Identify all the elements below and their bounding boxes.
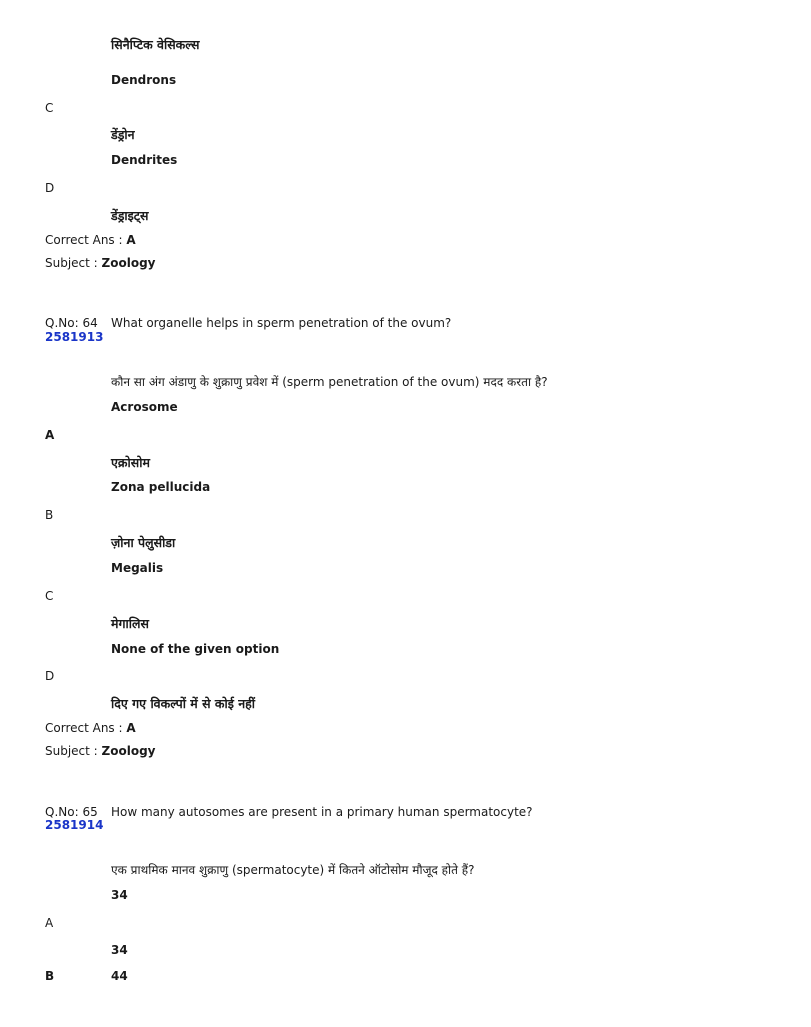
option-english: 34 — [111, 888, 128, 902]
correct-answer-label: Correct Ans : — [45, 233, 123, 247]
question-text-en: What organelle helps in sperm penetration of the ovum? — [111, 316, 452, 330]
question-number — [45, 316, 98, 330]
option-hindi: डेंड्राइट्स — [111, 208, 149, 223]
question-id: 2581914 — [45, 818, 104, 832]
qno-value: 65 — [82, 805, 98, 819]
correct-answer-label: Correct Ans : — [45, 721, 123, 735]
option-letter: C — [45, 589, 54, 603]
correct-answer-row — [45, 233, 136, 247]
option-letter: D — [45, 669, 55, 683]
subject-row — [45, 744, 156, 758]
option-letter: C — [45, 101, 54, 115]
question-text-hi: एक प्राथमिक मानव शुक्राणु (spermatocyte) में कितने ऑटोसोम मौजूद होते हैं? — [111, 863, 475, 877]
option-english: Zona pellucida — [111, 480, 211, 494]
question-id: 2581913 — [45, 330, 104, 344]
option-letter-correct: B — [45, 969, 55, 983]
option-english: Dendrons — [111, 73, 177, 87]
option-hindi: सिनैप्टिक वेसिकल्स — [111, 37, 200, 52]
option-english: None of the given option — [111, 642, 280, 656]
option-letter: B — [45, 508, 54, 522]
subject-row — [45, 256, 156, 270]
option-hindi: डेंड्रोन — [111, 127, 135, 142]
question-number — [45, 805, 98, 819]
subject-value: Zoology — [101, 744, 156, 758]
subject-label: Subject : — [45, 744, 98, 758]
correct-answer-value: A — [126, 233, 136, 247]
option-letter-correct: A — [45, 428, 55, 442]
option-letter: A — [45, 916, 54, 930]
option-letter: D — [45, 181, 55, 195]
qno-label: Q.No: — [45, 805, 79, 819]
option-hindi: ज़ोना पेलुसीडा — [111, 535, 176, 550]
option-hindi: दिए गए विकल्पों में से कोई नहीं — [111, 696, 256, 711]
option-hindi: मेगालिस — [111, 616, 149, 631]
subject-label: Subject : — [45, 256, 98, 270]
question-text-hi: कौन सा अंग अंडाणु के शुक्राणु प्रवेश में (sperm penetration of the ovum) मदद करता है? — [111, 375, 548, 389]
option-english: Megalis — [111, 561, 164, 575]
option-english: Acrosome — [111, 400, 178, 414]
correct-answer-value: A — [126, 721, 136, 735]
option-english: Dendrites — [111, 153, 178, 167]
qno-label: Q.No: — [45, 316, 79, 330]
option-hindi: एक्रोसोम — [111, 455, 150, 470]
subject-value: Zoology — [101, 256, 156, 270]
qno-value: 64 — [82, 316, 98, 330]
correct-answer-row — [45, 721, 136, 735]
question-text-en: How many autosomes are present in a primary human spermatocyte? — [111, 805, 533, 819]
option-hindi: 34 — [111, 943, 128, 957]
option-hindi: 44 — [111, 969, 128, 983]
